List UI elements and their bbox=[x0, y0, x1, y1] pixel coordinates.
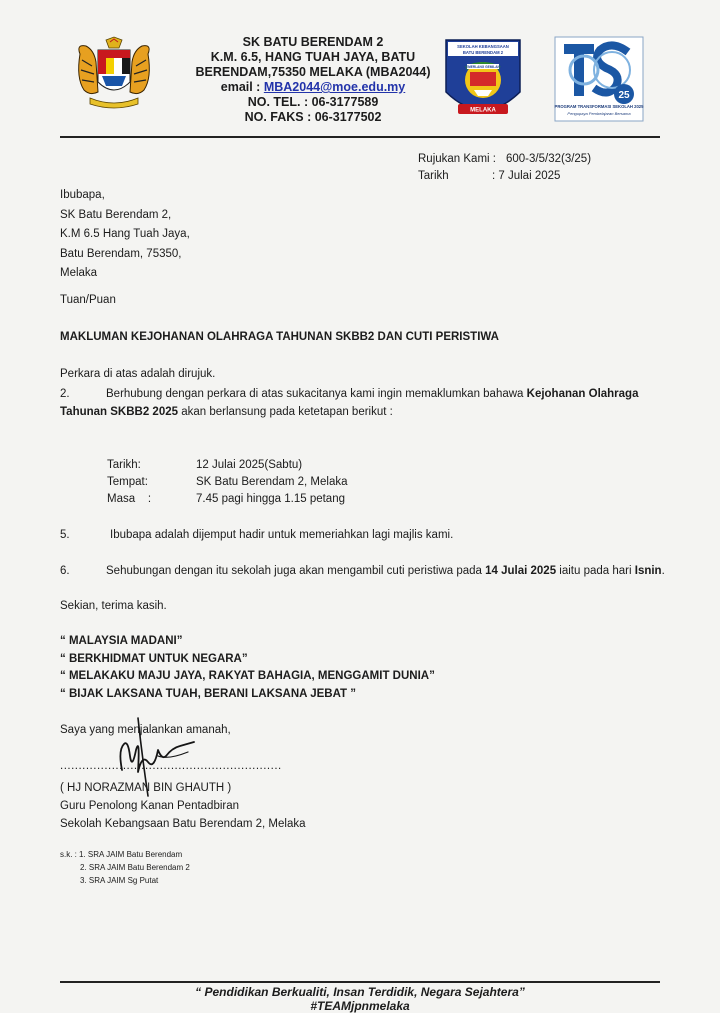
signatory bbox=[60, 779, 306, 833]
detail-row: Masa : 7.45 pagi hingga 1.15 petang bbox=[107, 493, 345, 505]
paragraph-6: 6. Sehubungan dengan itu sekolah juga akan mengambil cuti peristiwa pada 14 Julai 2025 iaitu pada hari Isnin. bbox=[60, 565, 665, 577]
slogan-line: “ MELAKAKU MAJU JAYA, RAKYAT BAHAGIA, MENGGAMIT DUNIA” bbox=[60, 670, 435, 682]
school-crest-logo bbox=[444, 38, 522, 124]
subject-line: MAKLUMAN KEJOHANAN OLAHRAGA TAHUNAN SKBB2 DAN CUTI PERISTIWA bbox=[60, 331, 499, 343]
intro-line: Perkara di atas adalah dirujuk. bbox=[60, 368, 216, 380]
slogan-line: “ MALAYSIA MADANI” bbox=[60, 635, 183, 647]
email-label: email : bbox=[220, 80, 261, 94]
cc-item: 2. SRA JAIM Batu Berendam 2 bbox=[80, 863, 190, 872]
paragraph-number: 6. bbox=[60, 565, 70, 577]
cc-item: 1. SRA JAIM Batu Berendam bbox=[79, 850, 183, 859]
signatory-school: Sekolah Kebangsaan Batu Berendam 2, Melaka bbox=[60, 818, 306, 830]
address-line-1: K.M. 6.5, HANG TUAH JAYA, BATU bbox=[210, 50, 416, 64]
detail-row: Tarikh: 12 Julai 2025(Sabtu) bbox=[107, 459, 303, 471]
date-label: Tarikh bbox=[418, 170, 449, 182]
event-details bbox=[107, 457, 348, 508]
recipient-line: SK Batu Berendam 2, bbox=[60, 208, 172, 221]
cc-list bbox=[60, 850, 190, 889]
recipient-address bbox=[60, 186, 190, 284]
paragraph-2: 2. Berhubung dengan perkara di atas sukacitanya kami ingin memaklumkan bahawa Kejohanan Olahraga Tahunan SKBB2 2025 akan berlansung pada ketetapan berikut : bbox=[60, 385, 660, 421]
svg-text:CEMERLANG GEMILANG: CEMERLANG GEMILANG bbox=[463, 65, 503, 69]
signatory-title: Guru Penolong Kanan Pentadbiran bbox=[60, 800, 240, 812]
footer-hashtag: #TEAMjpnmelaka bbox=[310, 999, 410, 1013]
signatory-name: ( HJ NORAZMAN BIN GHAUTH ) bbox=[60, 782, 232, 794]
slogan-line: “ BERKHIDMAT UNTUK NEGARA” bbox=[60, 652, 248, 665]
svg-text:BATU BERENDAM 2: BATU BERENDAM 2 bbox=[462, 50, 504, 55]
paragraph-number: 2. bbox=[60, 388, 70, 400]
recipient-line: Batu Berendam, 75350, bbox=[60, 247, 182, 260]
reference-number: 600-3/5/32(3/25) bbox=[506, 153, 592, 165]
cc-label: s.k. : bbox=[60, 850, 77, 859]
footer-motto: “ Pendidikan Berkualiti, Insan Terdidik, Negara Sejahtera” bbox=[195, 985, 525, 999]
reference-label: Rujukan Kami : bbox=[418, 153, 496, 165]
closing-line: Sekian, terima kasih. bbox=[60, 600, 167, 612]
reference-block bbox=[418, 153, 591, 187]
cc-item: 3. SRA JAIM Sg Putat bbox=[80, 876, 159, 885]
email-link[interactable]: MBA2044@moe.edu.my bbox=[263, 80, 406, 94]
svg-text:25: 25 bbox=[618, 90, 630, 101]
coat-of-arms-logo bbox=[66, 36, 162, 112]
slogan-line: “ BIJAK LAKSANA TUAH, BERANI LAKSANA JEBAT ” bbox=[60, 687, 357, 700]
paragraph-number: 5. bbox=[60, 529, 70, 541]
address-line-2: BERENDAM,75350 MELAKA (MBA2044) bbox=[195, 65, 431, 79]
date-value: : 7 Julai 2025 bbox=[492, 170, 561, 182]
paragraph-5: 5. Ibubapa adalah dijemput hadir untuk memeriahkan lagi majlis kami. bbox=[60, 529, 454, 541]
ts25-logo bbox=[554, 36, 644, 122]
recipient-line: Melaka bbox=[60, 267, 98, 279]
detail-row: Tempat: SK Batu Berendam 2, Melaka bbox=[107, 476, 348, 488]
header-divider bbox=[60, 136, 660, 138]
slogans bbox=[60, 633, 435, 703]
svg-text:PROGRAM TRANSFORMASI SEKOLAH 2: PROGRAM TRANSFORMASI SEKOLAH 2025 bbox=[554, 104, 644, 109]
recipient-line: Ibubapa, bbox=[60, 189, 105, 201]
signature-intro: Saya yang menjalankan amanah, bbox=[60, 724, 231, 736]
tel-number: NO. TEL. : 06-3177589 bbox=[247, 95, 379, 109]
svg-text:MELAKA: MELAKA bbox=[470, 107, 496, 114]
recipient-line: K.M 6.5 Hang Tuah Jaya, bbox=[60, 228, 190, 240]
footer bbox=[0, 985, 720, 1013]
email-line bbox=[188, 80, 438, 95]
svg-text:SEKOLAH KEBANGSAAN: SEKOLAH KEBANGSAAN bbox=[457, 44, 509, 49]
svg-text:Pengupaya Pembelajaran Bersama: Pengupaya Pembelajaran Bersama bbox=[567, 111, 631, 116]
signature-line: ............................................................ bbox=[60, 760, 282, 772]
footer-divider bbox=[60, 981, 660, 983]
fax-number: NO. FAKS : 06-3177502 bbox=[244, 110, 382, 124]
school-name: SK BATU BERENDAM 2 bbox=[242, 35, 384, 49]
salutation: Tuan/Puan bbox=[60, 294, 116, 306]
